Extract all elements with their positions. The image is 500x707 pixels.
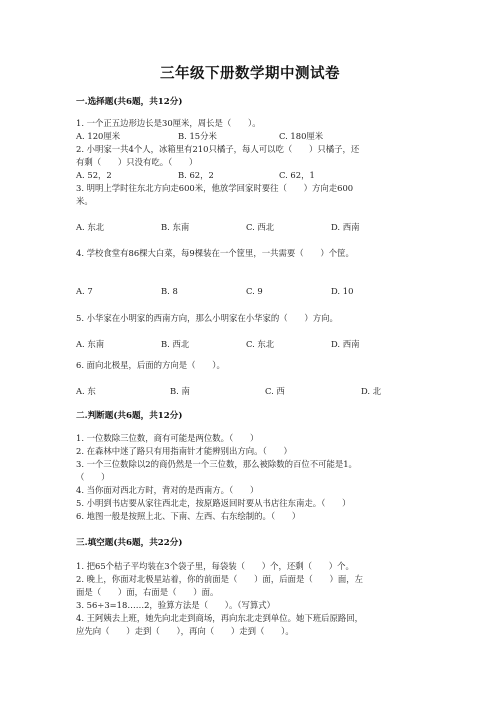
- question-6-option-d: D. 北: [361, 386, 382, 396]
- judgment-line-3: 3. 一个三位数除以2的商仍然是一个三位数，那么被除数的百位不可能是1。: [76, 459, 357, 469]
- question-4-option-b: B. 8: [161, 286, 178, 296]
- question-5-option-a: A. 东南: [76, 339, 105, 349]
- question-6-option-c: C. 西: [265, 386, 285, 396]
- question-4-option-a: A. 7: [76, 286, 93, 296]
- question-2-option-a: A. 52，2: [76, 170, 112, 180]
- question-2-stem-line2: 有剩（ ）只没有吃。（ ）: [76, 157, 198, 167]
- question-1-option-b: B. 15分米: [178, 131, 217, 141]
- question-3-stem-line1: 3. 明明上学时往东北方向走600米，他放学回家时要往（ ）方向走600: [76, 183, 354, 193]
- question-3-option-a: A. 东北: [76, 222, 105, 232]
- question-1-stem: 1. 一个正五边形边长是30厘米，周长是（ ）。: [76, 118, 261, 128]
- question-3-option-b: B. 东南: [161, 222, 190, 232]
- question-4-stem: 4. 学校食堂有86棵大白菜，每9棵装在一个筐里，一共需要（ ）个筐。: [76, 248, 354, 258]
- question-6-option-a: A. 东: [76, 386, 96, 396]
- question-4-option-c: C. 9: [246, 286, 263, 296]
- question-4-option-d: D. 10: [331, 286, 354, 296]
- fill-line-2-cont: 面是（ ）面，右面是（ ）面。: [76, 587, 219, 597]
- section-heading-fill: 三.填空题(共6题，共22分): [76, 538, 183, 548]
- question-5-option-d: D. 西南: [331, 339, 360, 349]
- fill-line-1: 1. 把65个桔子平均装在3个袋子里，每袋装（ ）个，还剩（ ）个。: [76, 561, 354, 571]
- judgment-line-5: 5. 小明到书店要从家往西北走，按原路返回时要从书店往东南走。（ ）: [76, 498, 351, 508]
- judgment-line-2: 2. 在森林中迷了路只有用指南针才能辨别出方向。（ ）: [76, 446, 292, 456]
- question-3-option-c: C. 西北: [246, 222, 275, 232]
- section-heading-judgment: 二.判断题(共6题，共12分): [76, 411, 183, 421]
- fill-line-3: 3. 56÷3=18……2，验算方法是（ ）。（写算式）: [76, 600, 276, 610]
- question-6-option-b: B. 南: [170, 386, 190, 396]
- judgment-line-1: 1. 一位数除三位数，商有可能是两位数。（ ）: [76, 433, 259, 443]
- question-5-stem: 5. 小华家在小明家的西南方向，那么小明家在小华家的（ ）方向。: [76, 313, 338, 323]
- question-5-option-c: C. 东北: [246, 339, 275, 349]
- judgment-line-6: 6. 地图一般是按照上北、下南、左西、右东绘制的。（ ）: [76, 511, 301, 521]
- fill-line-4: 4. 王阿姨去上班，她先向北走到商场，再向东北走到单位。她下班后原路回，: [76, 613, 364, 623]
- question-2-option-c: C. 62，1: [279, 170, 315, 180]
- page-title: 三年级下册数学期中测试卷: [160, 65, 340, 82]
- question-1-option-a: A. 120厘米: [76, 131, 121, 141]
- question-3-stem-line2: 米。: [76, 196, 93, 206]
- fill-line-4-cont: 应先向（ ）走到（ ），再向（ ）走到（ ）。: [76, 626, 294, 636]
- question-3-option-d: D. 西南: [331, 222, 360, 232]
- question-5-option-b: B. 西北: [161, 339, 190, 349]
- section-heading-choice: 一.选择题(共6题，共12分): [76, 97, 183, 107]
- question-2-option-b: B. 62，2: [178, 170, 214, 180]
- question-6-stem: 6. 面向北极星，后面的方向是（ ）。: [76, 360, 225, 370]
- judgment-line-3-cont: （ ）: [76, 472, 110, 482]
- fill-line-2: 2. 晚上，你面对北极星站着，你的前面是（ ）面，后面是（ ）面，左: [76, 574, 364, 584]
- question-1-option-c: C. 180厘米: [279, 131, 324, 141]
- judgment-line-4: 4. 当你面对西北方时，背对的是西南方。（ ）: [76, 485, 259, 495]
- question-2-stem-line1: 2. 小明家一共4个人，冰箱里有210只橘子，每人可以吃（ ）只橘子，还: [76, 144, 360, 154]
